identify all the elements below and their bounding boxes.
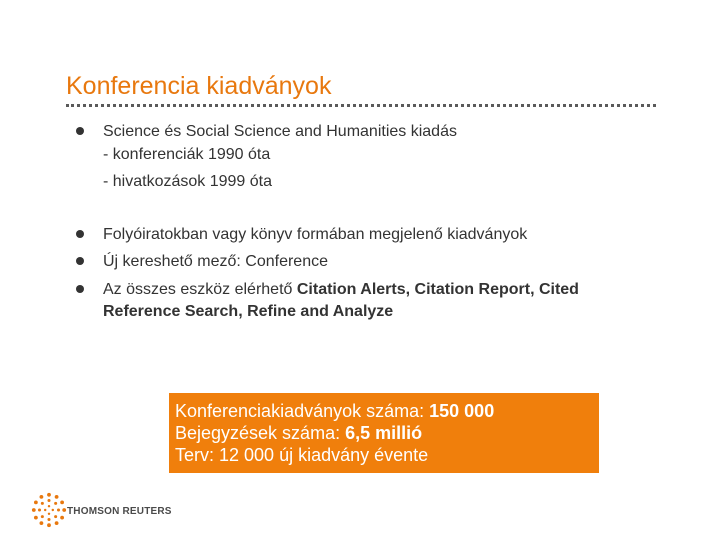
- bullet-icon: [76, 285, 84, 293]
- stats-line-records: [175, 422, 593, 444]
- slide-title: Konferencia kiadványok: [66, 72, 332, 100]
- stats-value-records: 6,5 millió: [345, 423, 423, 443]
- bullet-text-1: Science és Social Science and Humanities kiadás: [103, 123, 457, 140]
- bullet-4-prefix: Az összes eszköz elérhető: [103, 281, 297, 298]
- stats-label-proceedings: Konferenciakiadványok száma:: [175, 401, 430, 421]
- sub-item-citations: - hivatkozások 1999 óta: [103, 173, 272, 190]
- bullet-text-4-cont: Reference Search, Refine and Analyze: [103, 303, 394, 320]
- bullet-text-2: Folyóiratokban vagy könyv formában megjelenő kiadványok: [103, 226, 528, 243]
- brand-name: THOMSON REUTERS: [67, 506, 172, 517]
- stats-line-proceedings: [175, 400, 593, 422]
- bullet-icon: [76, 230, 84, 238]
- stats-line-plan: Terv: 12 000 új kiadvány évente: [175, 445, 429, 465]
- stats-label-records: Bejegyzések száma:: [175, 423, 346, 443]
- bullet-icon: [76, 257, 84, 265]
- bullet-icon: [76, 127, 84, 135]
- bullet-text-4: [103, 280, 579, 300]
- stats-highlight-box: [169, 393, 599, 473]
- title-divider: [66, 104, 656, 107]
- bullet-text-3: Új kereshető mező: Conference: [103, 253, 328, 270]
- sub-item-conferences: - konferenciák 1990 óta: [103, 146, 271, 163]
- bullet-4-bold-1: Citation Alerts, Citation Report, Cited: [296, 281, 579, 298]
- stats-value-proceedings: 150 000: [429, 401, 495, 421]
- thomson-reuters-logo-icon: [30, 491, 68, 529]
